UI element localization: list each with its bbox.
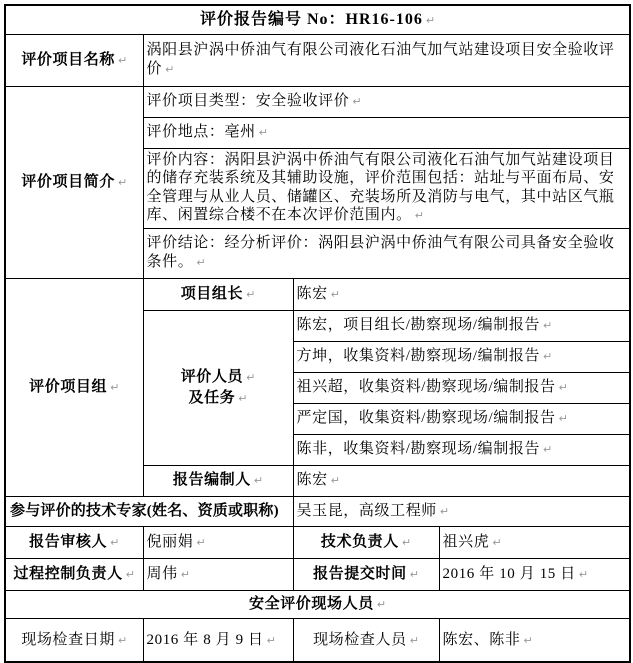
profile-location: 评价地点：亳州 — [146, 124, 256, 140]
member-cell — [293, 310, 630, 341]
paragraph-mark: ↵ — [558, 412, 568, 426]
member-cell — [293, 372, 630, 403]
member-cell — [293, 434, 630, 465]
reviewer-label-cell — [5, 526, 143, 558]
project-name-label-cell — [5, 34, 143, 86]
paragraph-mark: ↵ — [238, 391, 248, 405]
writer-label: 报告编制人 — [172, 472, 251, 489]
member-entry: 方坤，收集资料/勘察现场/编制报告 — [296, 348, 541, 365]
tech-lead-label-cell — [293, 526, 439, 558]
team-label-cell — [5, 278, 143, 496]
paragraph-mark: ↵ — [330, 474, 340, 488]
team-label: 评价项目组 — [29, 378, 108, 395]
paragraph-mark: ↵ — [266, 633, 276, 647]
member-cell — [293, 341, 630, 372]
tech-lead-value-cell — [439, 526, 630, 558]
paragraph-mark: ↵ — [439, 504, 450, 518]
member-entry: 陈宏，项目组长/勘察现场/编制报告 — [296, 317, 541, 334]
member-cell — [293, 403, 630, 434]
profile-conclusion: 评价结论：经分析评价：涡阳县沪涡中侨油气有限公司具备安全验收条件。 — [146, 235, 615, 270]
writer-value: 陈宏 — [296, 472, 328, 489]
paragraph-mark: ↵ — [376, 597, 387, 611]
paragraph-mark: ↵ — [409, 633, 419, 647]
profile-label-cell — [5, 86, 143, 278]
team-leader-value-cell — [293, 278, 630, 310]
profile-content: 评价内容：涡阳县沪涡中侨油气有限公司液化石油气加气站建设项目的储存充装系统及其辅助设施，评价范围包括：站址与平面布局、安全管理与从业人员、储罐区、充装场所及消防与电气，其中站区气瓶库、闲置综合楼不在本次评价范围内。 — [146, 151, 615, 224]
paragraph-mark: ↵ — [196, 535, 206, 549]
inspectors-label-cell — [293, 618, 439, 662]
paragraph-mark: ↵ — [330, 287, 340, 301]
process-label: 过程控制负责人 — [13, 565, 123, 582]
paragraph-mark: ↵ — [578, 567, 589, 581]
inspectors-label: 现场检查人员 — [313, 631, 407, 648]
paragraph-mark: ↵ — [246, 370, 256, 384]
profile-type: 评价项目类型：安全验收评价 — [146, 93, 350, 109]
paragraph-mark: ↵ — [117, 53, 128, 67]
process-label-cell — [5, 558, 143, 590]
paragraph-mark: ↵ — [253, 474, 264, 488]
member-entry: 陈非，收集资料/勘察现场/编制报告 — [296, 441, 541, 458]
paragraph-mark: ↵ — [110, 535, 120, 549]
profile-conclusion-cell — [143, 228, 630, 278]
paragraph-mark: ↵ — [352, 95, 362, 108]
submit-value: 2016 年 10 月 15 日 — [442, 565, 576, 582]
submit-label: 报告提交时间 — [313, 565, 407, 582]
paragraph-mark: ↵ — [558, 381, 568, 395]
paragraph-mark: ↵ — [117, 175, 128, 189]
site-inspection-row — [5, 618, 630, 662]
paragraph-mark: ↵ — [543, 319, 553, 333]
reviewer-value: 倪丽娟 — [146, 533, 194, 550]
reviewer-label: 报告审核人 — [29, 533, 108, 550]
inspectors-value: 陈宏、陈非 — [442, 631, 521, 648]
profile-type-cell — [143, 86, 630, 117]
team-leader-label: 项目组长 — [180, 285, 244, 302]
paragraph-mark: ↵ — [543, 350, 553, 364]
paragraph-mark: ↵ — [492, 535, 502, 549]
experts-value: 吴玉昆，高级工程师 — [296, 502, 437, 519]
paragraph-mark: ↵ — [401, 535, 412, 549]
paragraph-mark: ↵ — [125, 567, 135, 581]
team-leader-value: 陈宏 — [296, 285, 328, 302]
paragraph-mark: ↵ — [409, 567, 419, 581]
process-control-row — [5, 558, 630, 590]
experts-label: 参与评价的技术专家(姓名、资质或职称) — [10, 502, 279, 519]
experts-row — [5, 496, 630, 526]
writer-value-cell — [293, 465, 630, 496]
process-value: 周伟 — [146, 565, 178, 582]
reviewer-row — [5, 526, 630, 558]
inspect-date-value: 2016 年 8 月 9 日 — [146, 631, 264, 648]
project-name-label: 评价项目名称 — [21, 51, 115, 68]
process-value-cell — [143, 558, 293, 590]
project-name-value: 涡阳县沪涡中侨油气有限公司液化石油气加气站建设项目安全验收评价 — [146, 41, 615, 77]
site-section-row — [5, 590, 630, 618]
inspect-date-label: 现场检查日期 — [21, 631, 115, 648]
writer-label-cell — [143, 465, 293, 496]
experts-label-cell — [5, 496, 293, 526]
profile-location-cell — [143, 117, 630, 148]
submit-value-cell — [439, 558, 630, 590]
profile-type-row — [5, 86, 630, 117]
team-leader-row — [5, 278, 630, 310]
paragraph-mark: ↵ — [117, 633, 128, 647]
paragraph-mark: ↵ — [523, 633, 533, 647]
evaluation-report-table — [4, 4, 631, 663]
report-number-cell — [5, 5, 630, 34]
submit-label-cell — [293, 558, 439, 590]
inspect-date-label-cell — [5, 618, 143, 662]
paragraph-mark: ↵ — [425, 13, 436, 27]
reviewer-value-cell — [143, 526, 293, 558]
title-row — [5, 5, 630, 34]
tech-lead-label: 技术负责人 — [320, 533, 399, 550]
member-entry: 严定国，收集资料/勘察现场/编制报告 — [296, 410, 556, 427]
site-section-label: 安全评价现场人员 — [249, 595, 374, 612]
tech-lead-value: 祖兴虎 — [442, 533, 490, 550]
paragraph-mark: ↵ — [165, 62, 175, 76]
paragraph-mark: ↵ — [543, 443, 553, 457]
profile-content-cell — [143, 148, 630, 228]
site-section-cell — [5, 590, 630, 618]
project-name-value-cell — [143, 34, 630, 86]
project-name-row — [5, 34, 630, 86]
members-label-cell — [143, 310, 293, 465]
members-label-line2: 及任务 — [188, 389, 236, 406]
paragraph-mark: ↵ — [414, 209, 424, 223]
paragraph-mark: ↵ — [258, 126, 268, 139]
experts-value-cell — [293, 496, 630, 526]
profile-label: 评价项目简介 — [21, 173, 115, 190]
paragraph-mark: ↵ — [246, 287, 256, 301]
paragraph-mark: ↵ — [110, 380, 120, 394]
inspect-date-value-cell — [143, 618, 293, 662]
team-leader-label-cell — [143, 278, 293, 310]
member-entry: 祖兴超，收集资料/勘察现场/编制报告 — [296, 379, 556, 396]
report-number: 评价报告编号 No：HR16-106 — [199, 10, 423, 28]
members-label-line1: 评价人员 — [180, 368, 244, 385]
inspectors-value-cell — [439, 618, 630, 662]
paragraph-mark: ↵ — [196, 255, 206, 269]
paragraph-mark: ↵ — [180, 567, 190, 581]
